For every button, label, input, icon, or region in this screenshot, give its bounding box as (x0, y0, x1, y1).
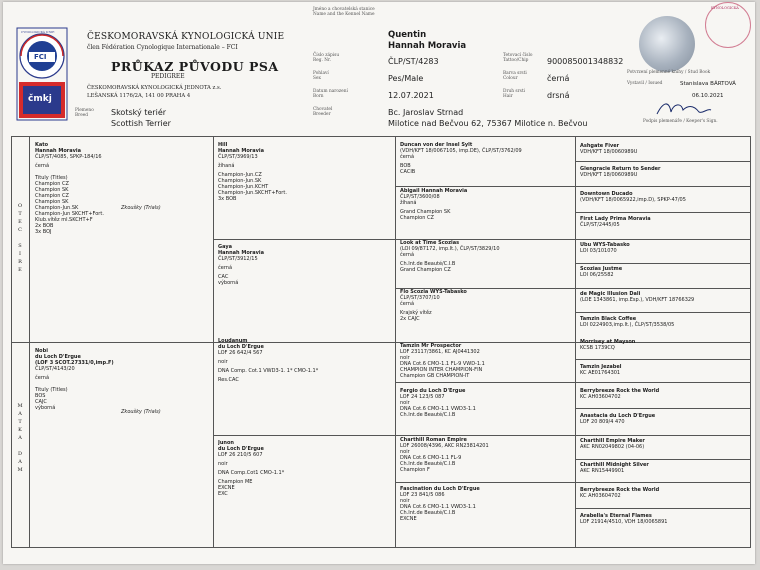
side-letter: M (17, 467, 23, 473)
color-value: černá (547, 74, 570, 83)
dog-detail-line: (VDH/KFT 18/0067105, imp.DE), ČLP/ST/3762/09 (400, 148, 522, 154)
dog-detail-line: BOB (400, 163, 411, 169)
unit-name: ČESKOMORAVSKÁ KYNOLOGICKÁ JEDNOTA z.s. (87, 85, 222, 91)
dog-detail-line: noir (218, 359, 228, 365)
grid-line (575, 459, 751, 460)
dog-detail-line: Tituly (Titles) (35, 175, 68, 181)
dog-name-line: Duncan von der Insel Sylt (400, 142, 473, 148)
dog-detail-line: Ch.Int.de Beauté/C.I.B (400, 461, 456, 467)
dog-name-line: Look at Time Scozias (400, 240, 460, 246)
dog-name-line: Hill (218, 142, 228, 148)
dog-detail-line: ČLP/ST/4143/20 (35, 366, 75, 372)
dog-name-line: Flo Scozia WYS-Tabasko (400, 289, 467, 295)
dog-detail-line: CHAMPION INTER CHAMPION-FIN (400, 367, 483, 373)
pedigree-document (3, 2, 755, 564)
dog-name-2: Hannah Moravia (388, 41, 467, 51)
color-label: Barva srsti Colour (503, 71, 527, 81)
hair-value: drsná (547, 91, 570, 100)
dog-detail-line: černá (35, 375, 50, 381)
breeder-address: Milotice nad Bečvou 62, 75367 Milotice n. Bečvou (388, 119, 588, 128)
side-letter: T (18, 419, 22, 425)
dog-detail-line: EXCNE (400, 516, 417, 522)
logo-fci-text: FCI (34, 53, 47, 61)
dog-detail-line: výborná (218, 280, 239, 286)
dog-detail-line: LOF 23 841/5 086 (400, 492, 445, 498)
dog-detail-line: noir (400, 449, 410, 455)
dog-detail-line: KC AH03604702 (580, 493, 621, 499)
gen3-cell (400, 188, 573, 238)
gen4-cell (580, 339, 748, 355)
gen4-cell (580, 487, 748, 503)
dog-name-line: Gaya (218, 244, 232, 250)
side-letter: E (18, 267, 22, 273)
dog-detail-line: noir (218, 461, 228, 467)
born-value: 12.07.2021 (388, 91, 434, 100)
gen3-cell (400, 437, 573, 481)
dam-side-label (15, 402, 25, 474)
stamp-text: KYNOLOGICKÁ (711, 6, 739, 10)
dog-detail-line: 3x BOJ (35, 229, 52, 235)
dog-detail-line: Ch.Int.de Beauté/C.I.B (400, 412, 456, 418)
dog-detail-line: CACIB (400, 169, 416, 175)
gen3-cell (400, 289, 573, 341)
dog-detail-line: AKC RN15449901 (580, 468, 625, 474)
dog-detail-line: Champion-Jun SKCHT+Fort. (35, 211, 104, 217)
born-label: Datum narození Born (313, 89, 348, 99)
breeder-label: Chovatel Breeder (313, 107, 333, 117)
grid-line (575, 263, 751, 264)
side-letter: I (19, 251, 21, 257)
keeper-signature (653, 98, 713, 120)
breed-en: Scottish Terrier (111, 119, 171, 128)
gen4-cell (580, 166, 748, 182)
side-letter: D (17, 451, 22, 457)
gen4-cell (580, 242, 748, 258)
logo-cmkj-text: čmkj (28, 94, 52, 104)
side-letter: C (18, 227, 22, 233)
side-letter: M (17, 403, 23, 409)
grid-line (575, 136, 576, 548)
sire-cell (35, 142, 211, 338)
dog-detail-line: ČLP/ST/3969/13 (218, 154, 258, 160)
sex-label: Pohlaví Sex (313, 71, 329, 81)
studbook-label: Potvrzení plemenné knihy / Stud Book (627, 70, 711, 75)
dog-detail-line: DNA Cot.6 CMO-1.1 VWD3-1.1 (400, 504, 476, 510)
dog-detail-line: Champion-Jun.KCHT (218, 184, 269, 190)
dog-name-line: Charthill Empire Maker (580, 438, 645, 444)
dog-name-line: du Loch D'Ergue (35, 354, 81, 360)
grid-line (29, 136, 30, 548)
dog-name-line: Hannah Moravia (218, 148, 264, 154)
dog-detail-line: BOS (35, 393, 46, 399)
dog-detail-line: Champion ME (218, 479, 253, 485)
dog-detail-line: Champion CZ (35, 193, 69, 199)
dog-detail-line: LOF 26008/4396, AKC RN23814201 (400, 443, 489, 449)
gen2-cell (218, 338, 393, 432)
gen3-cell (400, 142, 573, 186)
dog-name-line: Ashgate Fiver (580, 143, 620, 149)
dog-name-line: Hannah Moravia (218, 250, 264, 256)
sex-value: Pes/Male (388, 74, 424, 83)
gen4-cell (580, 191, 748, 207)
side-letter: E (18, 219, 22, 225)
dog-detail-line: noir (400, 498, 410, 504)
reg-number: ČLP/ST/4283 (388, 57, 439, 66)
side-letter: T (18, 211, 22, 217)
breed-cz: Skotský teriér (111, 108, 167, 117)
dog-name-line: Berrybreeze Rock the World (580, 487, 660, 493)
dog-detail-line: DNA Cot.6 CMO-1.1 VWD3-1.1 (400, 406, 476, 412)
grid-line (395, 382, 751, 383)
dam-cell (35, 348, 211, 544)
side-letter: A (18, 459, 22, 465)
gen2-cell (218, 244, 393, 338)
dog-name-line: (LOF 3 SCOT.27331/0,imp.F) (35, 360, 114, 366)
dog-detail-line: Champion CZ (35, 181, 69, 187)
dog-detail-line: Grand Champion SK (400, 209, 451, 215)
hair-label: Druh srsti Hair (503, 89, 525, 99)
dog-detail-line: (LOE 1343861, imp.Esp.), VDH/KFT 18766329 (580, 297, 695, 303)
grid-line (575, 312, 751, 313)
dog-detail-line: CAJC (35, 399, 47, 405)
dog-detail-line: 2x CAJC (400, 316, 420, 322)
dog-name-line: Tamzin Mr Prospector (400, 343, 462, 349)
side-letter: A (18, 435, 22, 441)
dam-trials-label: Zkoušky (Trials) (121, 409, 161, 415)
dog-detail-line: černá (400, 252, 415, 258)
gen3-cell (400, 343, 573, 381)
dog-detail-line: Champion CZ (400, 215, 434, 221)
issued-label: Vystavil / Issued (627, 81, 663, 86)
dog-name-line: de Magic Illusion Dali (580, 291, 641, 297)
gen4-cell (580, 364, 748, 380)
dog-detail-line: ČLP/ST/3600/08 (400, 194, 440, 200)
grid-line (575, 212, 751, 213)
dog-name-line: Charthill Roman Empire (400, 437, 467, 443)
dog-detail-line: Champion-Jun.CZ (218, 172, 262, 178)
dog-detail-line: DNA Cot.6 CMO-1.1 FL-9 VWD-1.1 (400, 361, 485, 367)
dog-detail-line: LOF 26 642/4 567 (218, 350, 263, 356)
gen4-cell (580, 388, 748, 404)
dog-name-line: Charthill Midnight Silver (580, 462, 649, 468)
dog-detail-line: ČLP/ST/3707/10 (400, 295, 440, 301)
grid-line (395, 186, 751, 187)
dog-name-line: Morrisey at Mayson (580, 339, 636, 345)
dog-detail-line: Champion SK (35, 199, 69, 205)
dog-detail-line: Champion F (400, 467, 430, 473)
side-letter: R (18, 259, 22, 265)
dog-detail-line: LOF 20 809/4 470 (580, 419, 625, 425)
gen3-cell (400, 388, 573, 434)
grid-line (575, 508, 751, 509)
dog-detail-line: žíhaná (400, 200, 417, 206)
sire-side-label (15, 202, 25, 274)
dog-detail-line: výborná (35, 405, 56, 411)
document-subtitle: PEDIGREE (151, 73, 185, 80)
gen4-cell (580, 413, 748, 429)
dog-name-line: Scozias Justme (580, 266, 623, 272)
dog-name-line: du Loch D'Ergue (218, 344, 264, 350)
dog-detail-line: ČLP/ST/2445/05 (580, 222, 620, 228)
dog-detail-line: VDH/KFT 18/0060989U (580, 149, 638, 155)
side-letter (15, 442, 25, 450)
sire-trials-label: Zkoušky (Trials) (121, 205, 161, 211)
dog-name-line: Loudanum (218, 338, 248, 344)
dog-name-1: Quentin (388, 30, 427, 40)
document-title: PRŮKAZ PŮVODU PSA (111, 59, 279, 74)
dog-detail-line: Klub.vítěz ml.SKCHT+F (35, 217, 93, 223)
side-letter: S (18, 243, 22, 249)
grid-line (575, 359, 751, 360)
dog-detail-line: CAC (218, 274, 229, 280)
dog-name-line: Kato (35, 142, 49, 148)
dog-detail-line: 3x BOB (218, 196, 237, 202)
logo-seal-text: CYNOLOGICKÁ UNIE (21, 30, 55, 34)
gen3-cell (400, 486, 573, 532)
dog-detail-line: Krajský vítěz (400, 310, 432, 316)
dog-detail-line: LOI 03/101070 (580, 248, 617, 254)
dog-detail-line: ČLP/ST/4085, SPKP-184/16 (35, 154, 102, 160)
dog-name-line: Downtown Ducado (580, 191, 633, 197)
gen4-cell (580, 216, 748, 232)
side-letter (15, 234, 25, 242)
tattoo-label: Tetovací číslo Tattoo/Chip (503, 53, 533, 63)
dog-name-line: Ubu WYS-Tabasko (580, 242, 630, 248)
gen4-cell (580, 462, 748, 478)
grid-line (395, 482, 751, 483)
dog-name-line: Nobi (35, 348, 48, 354)
dog-detail-line: (LOI 09/87172, imp.It.), ČLP/ST/3829/10 (400, 246, 500, 252)
dog-name-line: Fascination du Loch D'Ergue (400, 486, 480, 492)
dog-name-line: Glengracie Return to Sender (580, 166, 661, 172)
dog-detail-line: LOF 23117/3861, KC AJ0441302 (400, 349, 480, 355)
name-label: Jméno a chovatelská stanice Name and the Kennel Name (313, 7, 375, 17)
dog-detail-line: LOF 21914/4510, VDH 18/0065891 (580, 519, 668, 525)
gen4-cell (580, 291, 748, 307)
dog-name-line: Tamzin Jezabel (580, 364, 622, 370)
dog-detail-line: LOF 24 123/5 087 (400, 394, 445, 400)
dog-detail-line: černá (400, 301, 415, 307)
dog-detail-line: Champion-Jun.SK (218, 178, 262, 184)
gen4-cell (580, 316, 748, 332)
dog-detail-line: noir (400, 400, 410, 406)
gen2-cell (218, 440, 393, 534)
gen3-cell (400, 240, 573, 287)
dog-detail-line: EXC (218, 491, 228, 497)
side-letter: K (18, 427, 22, 433)
grid-line (213, 136, 214, 548)
gen4-cell (580, 143, 748, 159)
dog-detail-line: LOI 06/25582 (580, 272, 614, 278)
grid-line (575, 161, 751, 162)
dog-detail-line: noir (400, 355, 410, 361)
dog-name-line: Tamzin Black Coffee (580, 316, 637, 322)
dog-detail-line: Tituly (Titles) (35, 387, 68, 393)
dog-detail-line: KCSB 1739CQ (580, 345, 615, 351)
dog-detail-line: Champion SK (35, 187, 69, 193)
sign-label: Podpis plemenáře / Keeper's Sign. (643, 119, 718, 124)
reg-label: Číslo zápisu Reg. Nr. (313, 53, 340, 63)
grid-line (395, 136, 396, 548)
gen4-cell (580, 266, 748, 282)
dog-detail-line: DNA Comp.Cot1 CMO-1.1* (218, 470, 285, 476)
dog-detail-line: Champion-Jun.SKCHT+Fort. (218, 190, 287, 196)
logo-graphic (15, 26, 69, 122)
grid-line (575, 408, 751, 409)
dog-detail-line: DNA Comp. Cot.1 VWD3-1. 1* CMO-1.1* (218, 368, 319, 374)
dog-name-line: du Loch D'Ergue (218, 446, 264, 452)
dog-detail-line: žíhaná (218, 163, 235, 169)
dog-detail-line: (VDH/KFT 18/0065922,imp.D), SPKP-47/05 (580, 197, 686, 203)
issued-by: Stanislava BÁRTOVÁ (680, 81, 736, 87)
cmku-logo (15, 26, 69, 122)
dog-name-line: Hannah Moravia (35, 148, 81, 154)
dog-detail-line: LOI 0224903,imp.It.), ČLP/ST/3538/05 (580, 322, 675, 328)
dog-detail-line: černá (218, 265, 233, 271)
dog-detail-line: 2x BOB (35, 223, 54, 229)
dog-detail-line: VDH/KFT 18/0060989U (580, 172, 638, 178)
dog-detail-line: Champion-Jun.SK (35, 205, 79, 211)
dog-detail-line: Res.CAC (218, 377, 239, 383)
hologram-seal (639, 16, 695, 72)
dog-detail-line: Grand Champion CZ (400, 267, 451, 273)
dog-name-line: Junon (218, 440, 234, 446)
dog-name-line: First Lady Prima Moravia (580, 216, 651, 222)
grid-line (213, 435, 751, 436)
chip-number: 900085001348832 (547, 57, 624, 66)
breeder-name: Bc. Jaroslav Strnad (388, 108, 464, 117)
gen2-cell (218, 142, 393, 236)
side-letter: A (18, 411, 22, 417)
dog-detail-line: AKC RN02049802 (04-06) (580, 444, 645, 450)
dog-detail-line: LOF 26 210/5 607 (218, 452, 263, 458)
dog-name-line: Anastacia du Loch D'Ergue (580, 413, 656, 419)
issue-date: 06.10.2021 (692, 93, 724, 99)
org-name: ČESKOMORAVSKÁ KYNOLOGICKÁ UNIE (87, 32, 285, 42)
unit-address: LEŠANSKÁ 1176/2A, 141 00 PRAHA 4 (87, 93, 191, 99)
dog-detail-line: Ch.Int.de Beauté/C.I.B (400, 261, 456, 267)
dog-name-line: Fergio du Loch D'Ergue (400, 388, 466, 394)
dog-detail-line: KC AH03604702 (580, 394, 621, 400)
org-member: člen Fédération Cynologique Internationale – FCI (87, 44, 238, 51)
gen4-cell (580, 438, 748, 454)
breed-label: Plemeno Breed (75, 108, 94, 118)
dog-name-line: Abigail Hannah Moravia (400, 188, 468, 194)
dog-detail-line: ČLP/ST/3912/15 (218, 256, 258, 262)
dog-name-line: Arabella's Eternal Flames (580, 513, 652, 519)
dog-detail-line: Ch.Int.de Beauté/C.I.B (400, 510, 456, 516)
dog-name-line: Berrybreeze Rock the World (580, 388, 660, 394)
dog-detail-line: Champion GB CHAMPION-IT (400, 373, 470, 379)
dog-detail-line: DNA Cot.6 CMO-1.1 FL-9 (400, 455, 462, 461)
side-letter: O (17, 203, 23, 209)
dog-detail-line: černá (400, 154, 415, 160)
dog-detail-line: KC AE01764301 (580, 370, 621, 376)
dog-detail-line: EXCNE (218, 485, 235, 491)
dog-detail-line: černá (35, 163, 50, 169)
gen4-cell (580, 513, 748, 529)
